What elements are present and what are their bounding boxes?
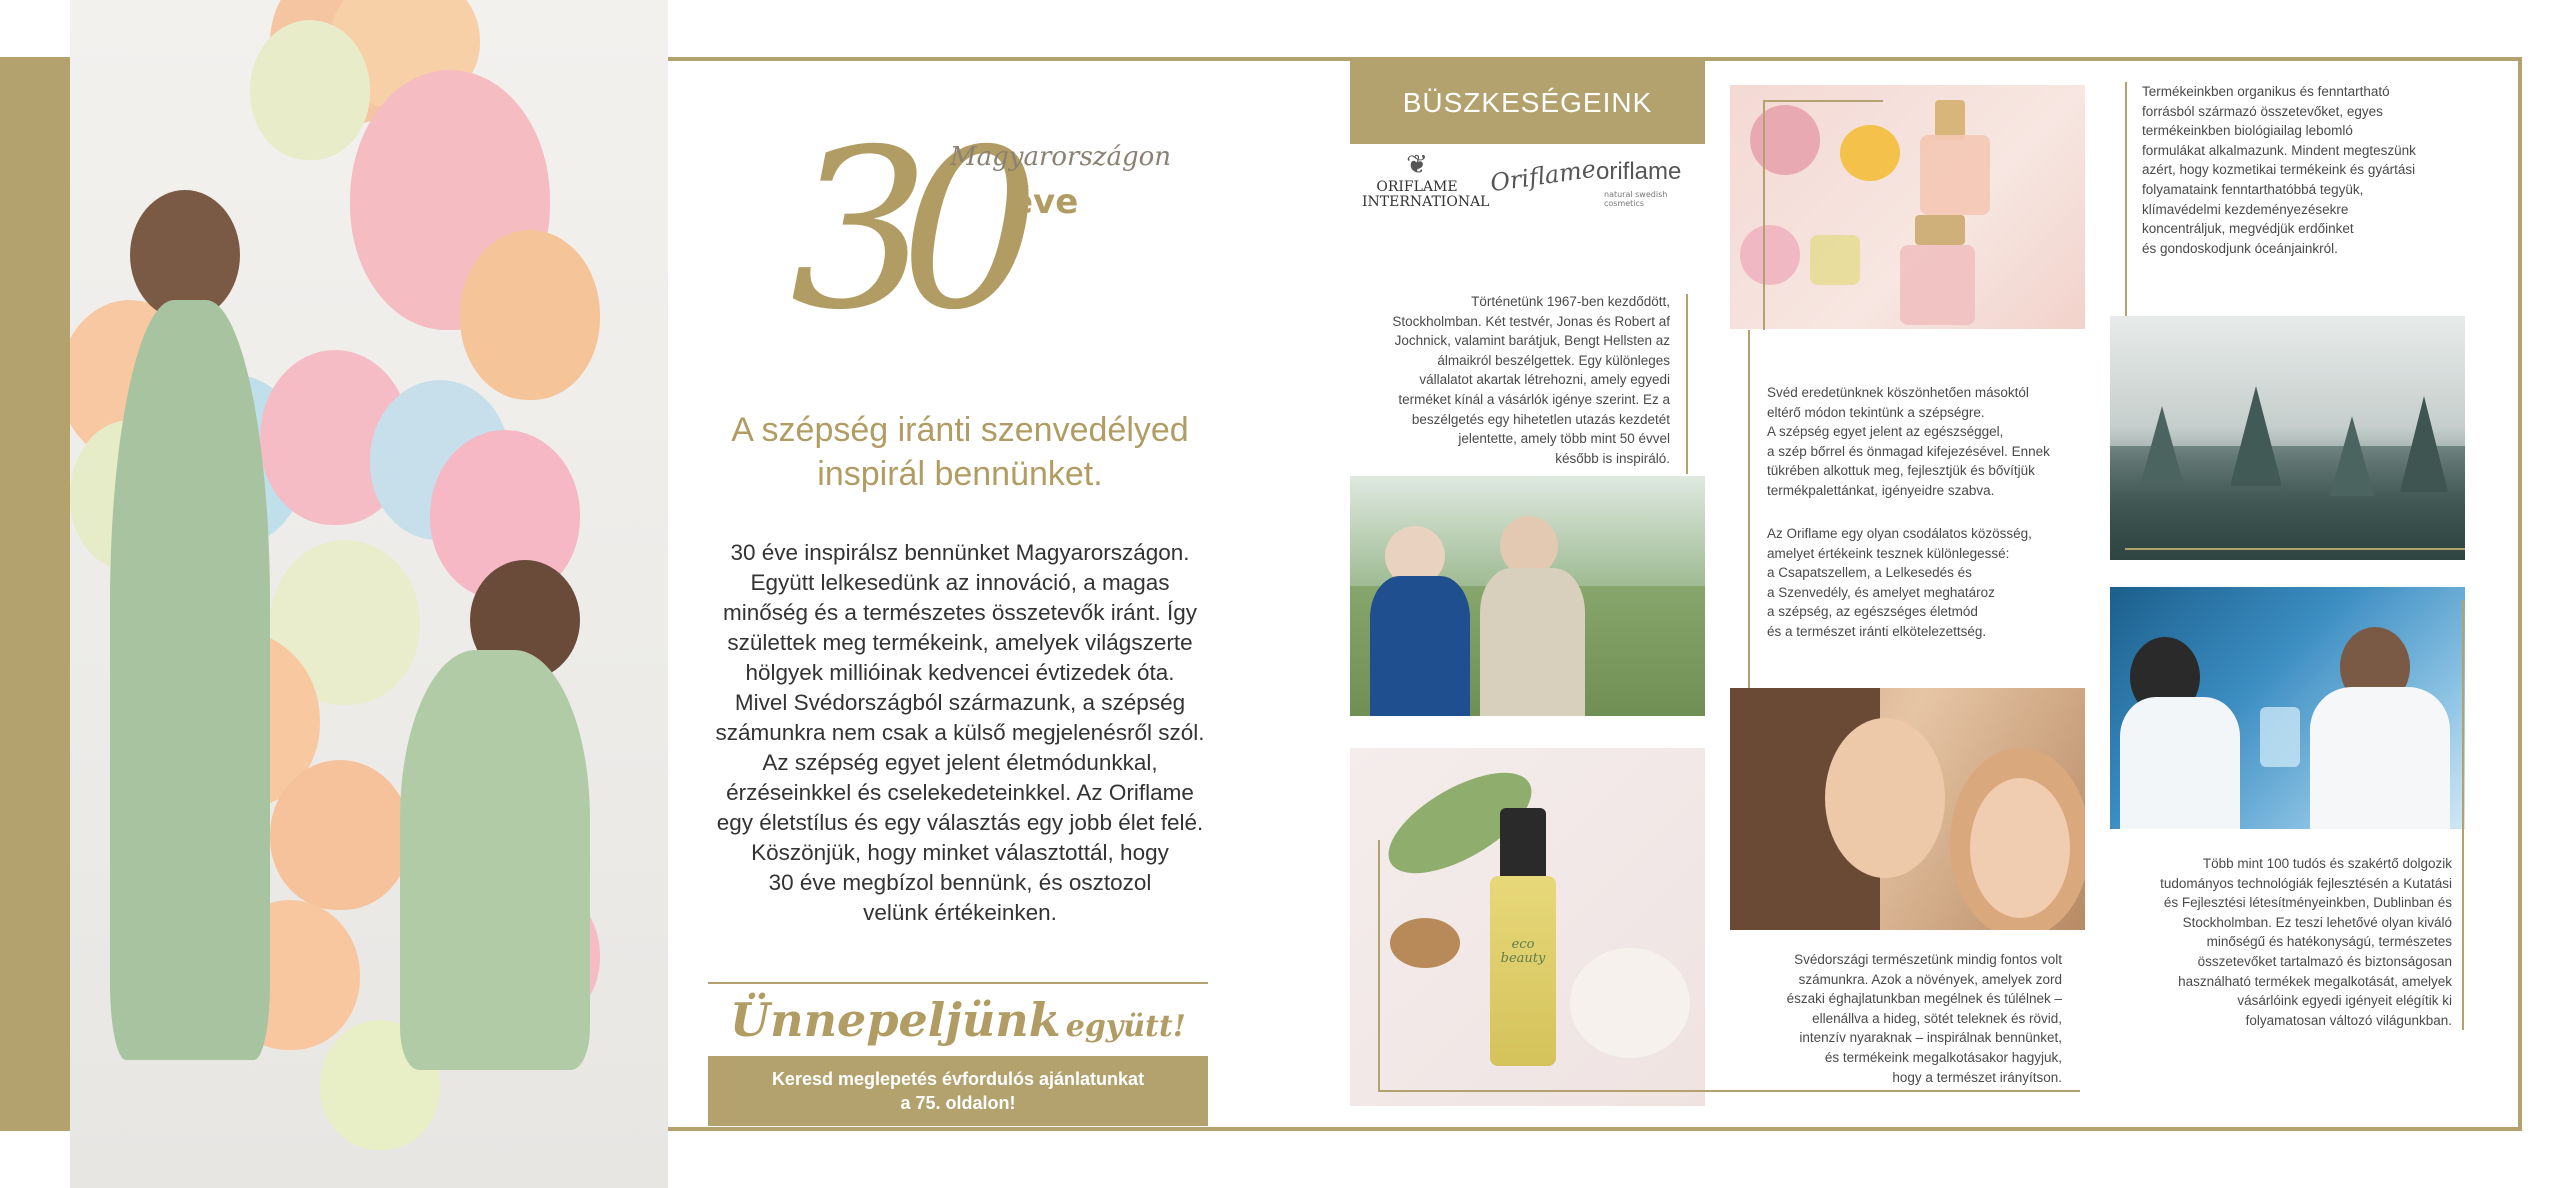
offer-line: a 75. oldalon! (900, 1093, 1016, 1113)
history-line: Jochnick, valamint barátjuk, Bengt Hellsten az (1394, 333, 1670, 349)
community-line: a szépség, az egészséges életmód (1767, 604, 1978, 620)
pink-flower (1740, 225, 1800, 285)
bottom-accent-line (1380, 1090, 2080, 1092)
frame-right-border (2518, 57, 2522, 1131)
body-line: egy életstílus és egy választás egy jobb élet felé. (716, 810, 1204, 835)
sustainability-text (2142, 82, 2462, 258)
founders-photo (1350, 476, 1705, 716)
perfume-bottle (1920, 135, 1990, 215)
body-line: Köszönjük, hogy minket választottál, hogy (751, 840, 1169, 865)
product-label (1496, 938, 1550, 966)
history-line: Történetünk 1967-ben kezdődött, (1471, 294, 1670, 309)
body-line: 30 éve inspirálsz bennünket Magyarországon. (730, 540, 1190, 565)
eco-beauty-product-photo (1350, 748, 1705, 1106)
swedish-origin-text (1767, 383, 2067, 501)
products-line: azért, hogy kozmetikai termékeink és gyártási (2142, 162, 2416, 178)
oriflame-script-logo: Oriflame (1488, 154, 1598, 198)
tree (2230, 386, 2282, 486)
body-line: hölgyek millióinak kedvencei évtizedek óta. (745, 660, 1175, 685)
perfume-bottle (1900, 245, 1975, 325)
history-line: Stockholmban. Két testvér, Jonas és Robert af (1392, 313, 1670, 329)
history-line: terméket kínál a vásárlók igénye szerint. Ez a (1398, 391, 1670, 407)
argan-nut (1390, 918, 1460, 968)
research-text (2112, 854, 2452, 1030)
nature-line: ellenállva a hideg, sötét teleknek és rövid, (1812, 1010, 2062, 1026)
body-line: 30 éve megbízol bennünk, és osztozol (768, 870, 1152, 895)
lab-accent-line (2462, 600, 2464, 1030)
research-line: és Fejlesztési létesítményeinkben, Dublinban és (2163, 895, 2452, 911)
celebrate-big: Ünnepeljünk (730, 993, 1061, 1047)
tree (2140, 406, 2184, 486)
research-line: Több mint 100 tudós és szakértő dolgozik (2202, 856, 2452, 871)
balloons-family-photo (70, 0, 668, 1188)
product-accent-line (1378, 840, 1380, 1092)
nature-line: északi éghajlatunkban megélnek és túlélnek – (1786, 991, 2062, 1007)
nature-line: intenzív nyaraknak – inspirálnak bennünket, (1799, 1030, 2062, 1046)
smiling-women-photo (1730, 688, 2085, 930)
community-line: amelyet értékeink tesznek különlegessé: (1767, 545, 2010, 561)
headline-line: inspirál bennünket. (817, 455, 1103, 493)
daughter-figure (400, 650, 590, 1070)
logo1-line2: INTERNATIONAL (1362, 194, 1490, 210)
products-line: koncentráljuk, megvédjük erdőinket (2142, 221, 2354, 237)
balloon (460, 230, 600, 400)
body-line: érzéseinkkel és cselekedeteinkkel. Az Oriflame (726, 780, 1194, 805)
research-line: használható termékek megalkotását, amelyek (2178, 973, 2452, 989)
yellow-flower (1840, 125, 1900, 181)
nature-line: számunkra. Azok a növények, amelyek zord (1798, 971, 2062, 987)
tree (2400, 396, 2448, 492)
face (1970, 778, 2070, 918)
lab-coat (2120, 697, 2240, 829)
products-line: termékeinkben biológiailag lebomló (2142, 123, 2353, 139)
logo-script-text: Magyarországon (950, 142, 1172, 172)
research-line: folyamatosan változó világunkban. (2245, 1012, 2452, 1028)
perfume-bottles-photo (1730, 85, 2085, 329)
crest-icon: ❦ (1406, 150, 1428, 180)
history-line: vállalatot akartak létrehozni, amely egyedi (1419, 372, 1670, 388)
offer-line: Keresd meglepetés évfordulós ajánlatunkat (771, 1069, 1145, 1089)
perfume-frame-top (1763, 100, 1883, 102)
forest-accent-line (2125, 548, 2465, 550)
oriflame-international-logo (1362, 150, 1490, 210)
perfume-cap (1935, 100, 1965, 140)
research-line: összetevőket tartalmazó és biztonságosan (2197, 953, 2452, 969)
bottle-cap (1500, 808, 1546, 878)
center-accent-line (1748, 330, 1750, 690)
celebrate-heading (708, 993, 1208, 1047)
products-line: forrásból származó összetevőket, egyes (2142, 103, 2383, 119)
nature-line: és termékeink megalkotásakor hagyjuk, (1824, 1049, 2062, 1065)
product-label-line: eco (1511, 937, 1535, 952)
nature-line: Svédországi természetünk mindig fontos volt (1794, 952, 2062, 967)
product-label-line: beauty (1500, 951, 1546, 966)
swedish-line: a szép bőrrel és önmagad kifejezésével. Ennek (1767, 443, 2050, 459)
swedish-line: termékpalettánkat, igényeidre szabva. (1767, 482, 1995, 498)
swedish-line: tükrében alkottuk meg, fejlesztjük és bővítjük (1767, 463, 2035, 479)
mother-figure (110, 300, 270, 1060)
community-line: és a természet iránti elkötelezettség. (1767, 623, 1987, 639)
lab-coat (2310, 687, 2450, 829)
products-line: formulákat alkalmazunk. Mindent megteszünk (2142, 142, 2416, 158)
balloon (270, 760, 410, 910)
headline-line: A szépség iránti szenvedélyed (731, 411, 1189, 449)
body-line: számunkra nem csak a külső megjelenésről szól. (715, 720, 1205, 745)
history-line: jelentette, amely több mint 50 évvel (1458, 431, 1670, 447)
pink-flower (1750, 105, 1820, 175)
body-line: Az szépség egyet jelent életmódunkkal, (762, 750, 1158, 775)
oil-bottle (1490, 876, 1556, 1066)
history-line: álmaikról beszélgettek. Egy különleges (1437, 352, 1670, 368)
research-line: tudományos technológiák fejlesztésén a Kutatási (2160, 875, 2452, 891)
body-line: Együtt lelkesedünk az innováció, a magas (750, 570, 1170, 595)
swedish-line: eltérő módon tekintünk a szépségre. (1767, 404, 1985, 420)
history-line: később is inspiráló. (1555, 450, 1670, 466)
perfume-frame-left (1763, 100, 1765, 330)
body-line: Mivel Svédországból származunk, a szépség (734, 690, 1186, 715)
perfume-bottle (1810, 235, 1860, 285)
community-line: a Csapatszellem, a Lelkesedés és (1767, 565, 1972, 581)
oriflame-logo-tagline: natural swedish cosmetics (1604, 190, 1668, 208)
white-flower (1570, 948, 1690, 1058)
gold-side-band (0, 57, 70, 1131)
products-line: és gondoskodjunk óceánjainkról. (2142, 240, 2338, 256)
history-line: beszélgetés egy hihetetlen utazás kezdetét (1411, 411, 1670, 427)
face (1825, 718, 1945, 878)
history-accent-line (1686, 294, 1688, 474)
laboratory-photo (2110, 587, 2465, 829)
body-line: születtek meg termékeink, amelyek világszerte (727, 630, 1193, 655)
headline (700, 408, 1220, 496)
flask (2260, 707, 2300, 767)
body-line: minőség és a természetes összetevők iránt. Így (723, 600, 1197, 625)
section-title: BÜSZKESÉGEINK (1350, 61, 1705, 144)
offer-banner[interactable] (708, 1056, 1208, 1126)
products-line: klímavédelmi kezdeményezésekre (2142, 201, 2349, 217)
celebrate-divider (708, 982, 1208, 984)
research-line: minőségű és hatékonyságú, természetes (2206, 934, 2452, 950)
perfume-cap (1915, 215, 1965, 245)
research-line: vásárlóink egyedi igényeit elégítik ki (2237, 993, 2452, 1009)
founder-jacket (1370, 576, 1470, 716)
nature-line: hogy a természet irányítson. (1892, 1069, 2062, 1085)
history-text (1362, 292, 1670, 468)
products-line: folyamataink fenntarthatóbbá tegyük, (2142, 181, 2364, 197)
body-line: velünk értékeinken. (863, 900, 1057, 925)
logo-years-text: éve (1010, 182, 1079, 222)
products-line: Termékeinkben organikus és fenntartható (2142, 84, 2390, 99)
founder-head (1500, 516, 1558, 576)
founder-sweater (1480, 568, 1585, 716)
intro-paragraph (700, 538, 1220, 928)
logo-number: 30 (790, 102, 1010, 358)
research-line: Stockholmban. Ez teszi lehetővé olyan kiváló (2182, 914, 2452, 930)
community-line: a Szenvedély, és amelyet meghatároz (1767, 584, 1995, 600)
community-line: Az Oriflame egy olyan csodálatos közösség, (1767, 526, 2032, 541)
celebrate-small: együtt! (1065, 1009, 1186, 1044)
swedish-line: Svéd eredetünknek köszönhetően másoktól (1767, 385, 2029, 400)
tree (2330, 416, 2374, 496)
anniversary-logo (790, 102, 1190, 360)
logo1-line1: ORIFLAME (1376, 179, 1458, 195)
oriflame-modern-logo: oriflame (1596, 158, 1682, 185)
community-text (1767, 524, 2067, 642)
brand-logo-history (1362, 150, 1702, 220)
swedish-line: A szépség egyet jelent az egészséggel, (1767, 424, 2004, 440)
misty-forest-photo (2110, 316, 2465, 560)
nature-text (1740, 950, 2062, 1087)
balloon (250, 20, 370, 160)
